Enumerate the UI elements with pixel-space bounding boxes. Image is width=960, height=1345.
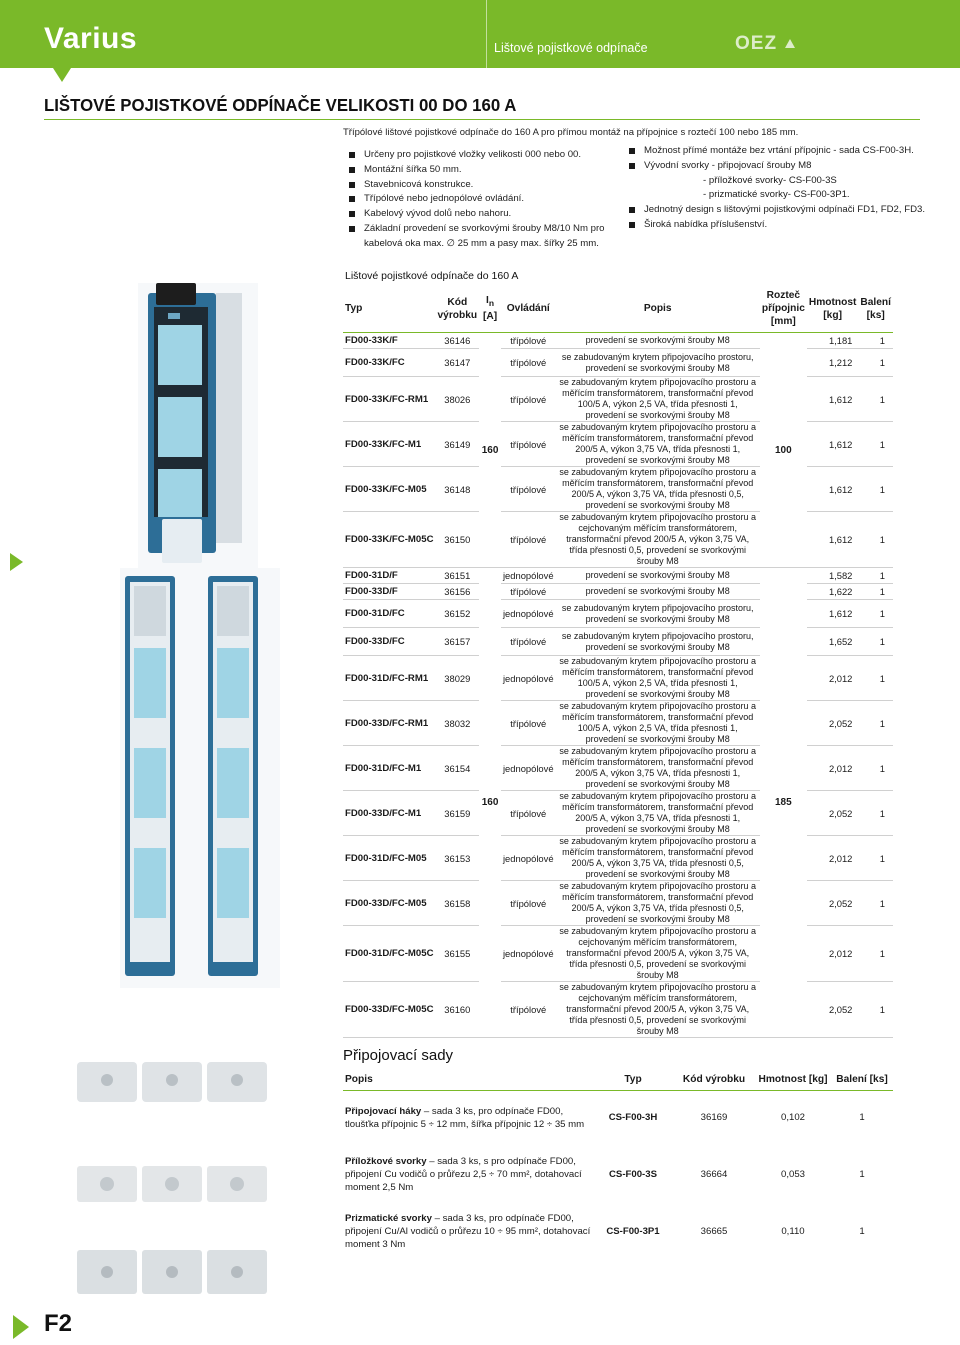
cell-kod: 38029 xyxy=(436,656,480,701)
feature-item xyxy=(345,207,610,222)
cell-baleni: 1 xyxy=(858,333,893,349)
feature-item xyxy=(345,163,610,178)
bullet-square-icon xyxy=(349,182,355,188)
cell-hmotnost: 1,612 xyxy=(807,422,859,467)
page-number: F2 xyxy=(44,1310,73,1337)
cell-hmotnost: 1,612 xyxy=(807,377,859,422)
cell-ovladani: třípólové xyxy=(501,701,556,746)
cell-popis: se zabudovaným krytem připojovacího prostoru a měřícím transformátorem, transformační převod 100/5 A, výkon 2,5 VA, třída přesnosti 1, provedení se svorkovými šrouby M8 xyxy=(556,656,760,701)
bullet-square-icon xyxy=(349,167,355,173)
cell-in: 160 xyxy=(479,333,501,568)
cell-hmotnost: 2,012 xyxy=(807,836,859,881)
header-in-unit: [A] xyxy=(482,311,498,323)
bullet-square-icon xyxy=(349,196,355,202)
header-typ: Typ xyxy=(343,287,436,333)
cell-ovladani: třípólové xyxy=(501,467,556,512)
fuse-switch-disconnector-pair-image xyxy=(120,568,280,988)
features-right xyxy=(625,144,925,233)
cell-hmotnost: 0,102 xyxy=(780,1112,805,1124)
cell-baleni: 1 xyxy=(858,836,893,881)
cell-ovladani: třípólové xyxy=(501,349,556,377)
cell-typ: FD00-33K/FC-M1 xyxy=(343,422,436,467)
product-name: Prizmatické svorky xyxy=(345,1213,432,1224)
cell-typ: FD00-31D/FC xyxy=(343,600,436,628)
table-row xyxy=(343,1205,893,1259)
header-kod: Kód výrobku xyxy=(436,287,480,333)
feature-item xyxy=(625,159,925,174)
oez-logo: OEZ xyxy=(735,33,778,54)
feature-text: Široká nabídka příslušenství. xyxy=(644,218,768,230)
table-row xyxy=(343,1145,893,1205)
cell-typ: FD00-31D/FC-M05C xyxy=(343,926,436,982)
cell-typ: FD00-33K/FC-M05 xyxy=(343,467,436,512)
feature-text: Montážní šířka 50 mm. xyxy=(364,163,462,175)
table-row xyxy=(343,656,893,701)
table-row xyxy=(343,422,893,467)
saddle-terminals-image xyxy=(72,1152,272,1218)
table-row xyxy=(343,881,893,926)
feature-item xyxy=(625,203,925,218)
table-row xyxy=(343,791,893,836)
table-row xyxy=(343,746,893,791)
bullet-square-icon xyxy=(629,163,635,169)
cell-kod: 36665 xyxy=(700,1226,728,1237)
cell-typ: FD00-33D/FC xyxy=(343,628,436,656)
cell-ovladani: třípólové xyxy=(501,333,556,349)
cell-baleni: 1 xyxy=(858,746,893,791)
cell-roztec: 100 xyxy=(760,333,807,568)
cell-kod: 36148 xyxy=(436,467,480,512)
cell-hmotnost: 2,012 xyxy=(807,926,859,982)
connection-sets-table xyxy=(343,1071,893,1259)
cell-hmotnost: 1,612 xyxy=(807,600,859,628)
cell-baleni: 1 xyxy=(858,467,893,512)
logo-triangle-icon xyxy=(785,39,795,48)
cell-popis: se zabudovaným krytem připojovacího prostoru a cejchovaným měřícím transformátorem, transformační převod 200/5 A, výkon 3,75 VA, třída přesnosti 0,5, provedení se svorkovými šrouby M8 xyxy=(556,982,760,1038)
cell-popis: provedení se svorkovými šrouby M8 xyxy=(556,333,760,349)
table-header-row xyxy=(343,287,893,333)
feature-text: Třípólové nebo jednopólové ovládání. xyxy=(364,193,525,205)
bullet-square-icon xyxy=(629,207,635,213)
cell-popis: se zabudovaným krytem připojovacího prostoru a měřícím transformátorem, transformační převod 200/5 A, výkon 3,75 VA, třída přesnosti 1, provedení se svorkovými šrouby M8 xyxy=(556,422,760,467)
cell-baleni: 1 xyxy=(859,1112,865,1124)
header-roztec: Rozteč přípojnic [mm] xyxy=(760,287,807,333)
product-description: – sada 3 ks, s pro odpínače FD00, připojení Cu vodičů o průřezu 2,5 ÷ 70 mm², dotahovací moment 2,5 Nm xyxy=(345,1156,582,1193)
cell-baleni: 1 xyxy=(858,926,893,982)
cell-popis: provedení se svorkovými šrouby M8 xyxy=(556,584,760,600)
cell-kod: 36150 xyxy=(436,512,480,568)
cell-kod: 36664 xyxy=(700,1169,728,1180)
cell-kod: 36153 xyxy=(436,836,480,881)
table-row xyxy=(343,701,893,746)
cell-ovladani: jednopólové xyxy=(501,836,556,881)
cell-hmotnost: 2,012 xyxy=(807,746,859,791)
cell-hmotnost: 1,652 xyxy=(807,628,859,656)
bullet-square-icon xyxy=(349,226,355,232)
cell-popis: provedení se svorkovými šrouby M8 xyxy=(556,568,760,584)
table-row xyxy=(343,333,893,349)
header-subtitle: Lištové pojistkové odpínače xyxy=(494,41,648,55)
feature-sub-item: - prizmatické svorky- CS-F00-3P1. xyxy=(703,189,850,201)
cell-typ: FD00-33K/FC xyxy=(343,349,436,377)
header-hmotnost: Hmotnost [kg] xyxy=(755,1071,831,1091)
cell-ovladani: třípólové xyxy=(501,584,556,600)
cell-in: 160 xyxy=(479,568,501,1038)
table-row xyxy=(343,568,893,584)
cell-hmotnost: 0,110 xyxy=(781,1226,805,1237)
cell-hmotnost: 1,212 xyxy=(807,349,859,377)
table-row xyxy=(343,600,893,628)
bullet-square-icon xyxy=(629,222,635,228)
cell-typ: FD00-33D/FC-M1 xyxy=(343,791,436,836)
cell-baleni: 1 xyxy=(858,701,893,746)
table-row xyxy=(343,1091,893,1145)
cell-ovladani: jednopólové xyxy=(501,746,556,791)
cell-kod: 36149 xyxy=(436,422,480,467)
cell-baleni: 1 xyxy=(858,628,893,656)
header-notch xyxy=(53,68,71,82)
header-hmotnost: Hmotnost [kg] xyxy=(807,287,859,333)
header-in-symbol: I xyxy=(486,294,489,306)
feature-item xyxy=(625,218,925,233)
connection-sets-table-body xyxy=(343,1091,893,1259)
cell-popis: se zabudovaným krytem připojovacího prostoru a cejchovaným měřícím transformátorem, transformační převod 200/5 A, výkon 3,75 VA, třída přesnosti 0,5, provedení se svorkovými šrouby M8 xyxy=(556,512,760,568)
cell-ovladani: jednopólové xyxy=(501,926,556,982)
feature-text: Kabelový vývod dolů nebo nahoru. xyxy=(364,208,512,220)
cell-kod: 36154 xyxy=(436,746,480,791)
cell-typ: FD00-31D/FC-M05 xyxy=(343,836,436,881)
product-description: – sada 3 ks, pro odpínače FD00, tloušťka přípojnic 5 ÷ 12 mm, šířka přípojnic 12 ÷ 35 mm xyxy=(345,1105,585,1130)
feature-continuation: kabelová oka max. ∅ 25 mm a pasy max. šířky 25 mm. xyxy=(364,237,599,249)
header-typ: Typ xyxy=(593,1071,673,1091)
cell-popis: se zabudovaným krytem připojovacího prostoru a cejchovaným měřícím transformátorem, transformační převod 200/5 A, výkon 3,75 VA, třída přesnosti 0,5, provedení se svorkovými šrouby M8 xyxy=(556,926,760,982)
cell-typ: CS-F00-3P1 xyxy=(606,1226,660,1237)
cell-typ: CS-F00-3S xyxy=(609,1169,657,1180)
cell-kod: 36159 xyxy=(436,791,480,836)
table-row xyxy=(343,628,893,656)
cell-ovladani: třípólové xyxy=(501,881,556,926)
feature-item xyxy=(625,144,925,159)
feature-text: Stavebnicová konstrukce. xyxy=(364,178,474,190)
cell-baleni: 1 xyxy=(858,584,893,600)
cell-hmotnost: 2,052 xyxy=(807,881,859,926)
cell-popis: se zabudovaným krytem připojovacího prostoru, provedení se svorkovými šrouby M8 xyxy=(556,349,760,377)
cell-hmotnost: 2,052 xyxy=(807,701,859,746)
header-baleni: Balení [ks] xyxy=(858,287,893,333)
cell-typ: FD00-33K/FC-RM1 xyxy=(343,377,436,422)
cell-hmotnost: 2,052 xyxy=(807,791,859,836)
table-row xyxy=(343,467,893,512)
cell-popis: se zabudovaným krytem připojovacího prostoru a měřícím transformátorem, transformační převod 200/5 A, výkon 3,75 VA, třída přesnosti 0,5, provedení se svorkovými šrouby M8 xyxy=(556,836,760,881)
product-name: Příložkové svorky xyxy=(345,1156,427,1167)
feature-text: Základní provedení se svorkovými šrouby M8/10 Nm pro xyxy=(364,222,605,234)
table-row xyxy=(343,512,893,568)
page-title: LIŠTOVÉ POJISTKOVÉ ODPÍNAČE VELIKOSTI 00 DO 160 A xyxy=(44,95,517,115)
cell-typ: FD00-33D/FC-RM1 xyxy=(343,701,436,746)
cell-popis: se zabudovaným krytem připojovacího prostoru, provedení se svorkovými šrouby M8 xyxy=(556,628,760,656)
cell-baleni: 1 xyxy=(858,881,893,926)
cell-popis: se zabudovaným krytem připojovacího prostoru, provedení se svorkovými šrouby M8 xyxy=(556,600,760,628)
cell-ovladani: jednopólové xyxy=(501,568,556,584)
cell-kod: 36169 xyxy=(700,1112,728,1124)
cell-hmotnost: 2,012 xyxy=(807,656,859,701)
cell-hmotnost: 1,612 xyxy=(807,467,859,512)
cell-baleni: 1 xyxy=(858,568,893,584)
cell-popis xyxy=(343,1205,593,1259)
feature-item xyxy=(345,148,610,163)
table-row xyxy=(343,982,893,1038)
bullet-square-icon xyxy=(629,148,635,154)
product-name: Připojovací háky xyxy=(345,1105,422,1117)
header-popis: Popis xyxy=(343,1071,593,1091)
cell-kod: 36156 xyxy=(436,584,480,600)
cell-kod: 36155 xyxy=(436,926,480,982)
cell-ovladani: třípólové xyxy=(501,422,556,467)
feature-item xyxy=(345,192,610,207)
cell-kod: 38026 xyxy=(436,377,480,422)
cell-kod: 38032 xyxy=(436,701,480,746)
cell-kod: 36146 xyxy=(436,333,480,349)
cell-ovladani: třípólové xyxy=(501,377,556,422)
section-title-disconnectors: Lištové pojistkové odpínače do 160 A xyxy=(345,270,519,282)
feature-list-right-2 xyxy=(625,203,925,233)
cell-ovladani: jednopólové xyxy=(501,600,556,628)
cell-hmotnost: 2,052 xyxy=(807,982,859,1038)
cell-hmotnost: 0,053 xyxy=(780,1169,805,1180)
cell-popis xyxy=(343,1145,593,1205)
cell-roztec: 185 xyxy=(760,568,807,1038)
feature-item xyxy=(345,178,610,193)
product-description: – sada 3 ks, pro odpínače FD00, připojení Cu/Al vodičů o průřezu 10 ÷ 95 mm², dotahovací moment 3 Nm xyxy=(345,1213,591,1250)
cell-baleni: 1 xyxy=(858,512,893,568)
connection-hooks-image xyxy=(72,1050,272,1116)
feature-list-right xyxy=(625,144,925,174)
header-in-subscript: n xyxy=(488,298,495,309)
table-row xyxy=(343,349,893,377)
cell-typ: FD00-33K/FC-M05C xyxy=(343,512,436,568)
feature-item xyxy=(345,222,610,237)
cell-typ: FD00-33D/FC-M05C xyxy=(343,982,436,1038)
header-ovladani: Ovládání xyxy=(501,287,556,333)
cell-hmotnost: 1,582 xyxy=(807,568,859,584)
cell-popis: se zabudovaným krytem připojovacího prostoru a měřícím transformátorem, transformační převod 200/5 A, výkon 3,75 VA, třída přesnosti 0,5, provedení se svorkovými šrouby M8 xyxy=(556,467,760,512)
cell-typ: FD00-31D/FC-M1 xyxy=(343,746,436,791)
brand-title: Varius xyxy=(44,22,138,55)
features-left xyxy=(345,148,610,252)
bullet-square-icon xyxy=(349,152,355,158)
cell-ovladani: třípólové xyxy=(501,512,556,568)
header-divider xyxy=(486,0,487,68)
bullet-square-icon xyxy=(349,211,355,217)
cell-popis: se zabudovaným krytem připojovacího prostoru a měřícím transformátorem, transformační převod 200/5 A, výkon 3,75 VA, třída přesnosti 0,5, provedení se svorkovými šrouby M8 xyxy=(556,881,760,926)
header-popis: Popis xyxy=(556,287,760,333)
cell-baleni: 1 xyxy=(858,656,893,701)
title-divider xyxy=(44,119,920,120)
cell-hmotnost: 1,181 xyxy=(807,333,859,349)
cell-ovladani: třípólové xyxy=(501,982,556,1038)
cell-ovladani: třípólové xyxy=(501,628,556,656)
cell-kod: 36152 xyxy=(436,600,480,628)
feature-sub-item: - příložkové svorky- CS-F00-3S xyxy=(703,174,837,186)
section-title-connection-sets: Připojovací sady xyxy=(343,1047,454,1064)
cell-popis: se zabudovaným krytem připojovacího prostoru a měřícím transformátorem, transformační převod 200/5 A, výkon 3,75 VA, třída přesnosti 1, provedení se svorkovými šrouby M8 xyxy=(556,791,760,836)
feature-text: Určeny pro pojistkové vložky velikosti 000 nebo 00. xyxy=(364,149,582,160)
feature-text: Možnost přímé montáže bez vrtání přípojnic - sada CS-F00-3H. xyxy=(644,145,914,156)
page-marker-icon xyxy=(13,1315,29,1339)
feature-text: Jednotný design s lištovými pojistkovými odpínači FD1, FD2, FD3. xyxy=(644,204,925,216)
cell-baleni: 1 xyxy=(859,1226,865,1237)
page-header xyxy=(0,0,960,68)
cell-baleni: 1 xyxy=(858,349,893,377)
header-kod: Kód výrobku xyxy=(673,1071,755,1091)
cell-typ: FD00-33D/FC-M05 xyxy=(343,881,436,926)
cell-popis: se zabudovaným krytem připojovacího prostoru a měřícím transformátorem, transformační převod 200/5 A, výkon 3,75 VA, třída přesnosti 1, provedení se svorkovými šrouby M8 xyxy=(556,746,760,791)
cell-typ: FD00-33D/F xyxy=(343,584,436,600)
cell-ovladani: třípólové xyxy=(501,791,556,836)
intro-text: Třípólové lištové pojistkové odpínače do 160 A pro přímou montáž na přípojnice s roztečí 100 nebo 185 mm. xyxy=(343,127,799,138)
prismatic-terminals-image xyxy=(72,1240,272,1306)
cell-kod: 36147 xyxy=(436,349,480,377)
table-row xyxy=(343,926,893,982)
cell-baleni: 1 xyxy=(858,982,893,1038)
header-in xyxy=(479,287,501,333)
cell-hmotnost: 1,612 xyxy=(807,512,859,568)
table-row xyxy=(343,836,893,881)
disconnectors-table-body xyxy=(343,333,893,1038)
cell-ovladani: jednopólové xyxy=(501,656,556,701)
side-arrow-icon xyxy=(10,553,23,571)
cell-baleni: 1 xyxy=(858,422,893,467)
cell-kod: 36160 xyxy=(436,982,480,1038)
cell-popis: se zabudovaným krytem připojovacího prostoru a měřícím transformátorem, transformační převod 100/5 A, výkon 2,5 VA, třída přesnosti 1, provedení se svorkovými šrouby M8 xyxy=(556,377,760,422)
cell-typ: CS-F00-3H xyxy=(608,1112,658,1124)
cell-kod: 36158 xyxy=(436,881,480,926)
cell-baleni: 1 xyxy=(858,791,893,836)
cell-kod: 36157 xyxy=(436,628,480,656)
disconnectors-table xyxy=(343,287,893,1038)
header-baleni: Balení [ks] xyxy=(831,1071,893,1091)
cell-popis xyxy=(343,1091,593,1145)
cell-hmotnost: 1,622 xyxy=(807,584,859,600)
fuse-switch-disconnector-image xyxy=(138,283,258,568)
feature-list-left xyxy=(345,148,610,237)
cell-baleni: 1 xyxy=(858,377,893,422)
cell-typ: FD00-31D/FC-RM1 xyxy=(343,656,436,701)
cell-kod: 36151 xyxy=(436,568,480,584)
cell-typ: FD00-33K/F xyxy=(343,333,436,349)
table-row xyxy=(343,584,893,600)
feature-text: Vývodní svorky - připojovací šrouby M8 xyxy=(644,159,812,171)
cell-typ: FD00-31D/F xyxy=(343,568,436,584)
table-row xyxy=(343,377,893,422)
cell-baleni: 1 xyxy=(859,1169,865,1180)
cell-popis: se zabudovaným krytem připojovacího prostoru a měřícím transformátorem, transformační převod 100/5 A, výkon 2,5 VA, třída přesnosti 1, provedení se svorkovými šrouby M8 xyxy=(556,701,760,746)
cell-baleni: 1 xyxy=(858,600,893,628)
table-header-row xyxy=(343,1071,893,1091)
